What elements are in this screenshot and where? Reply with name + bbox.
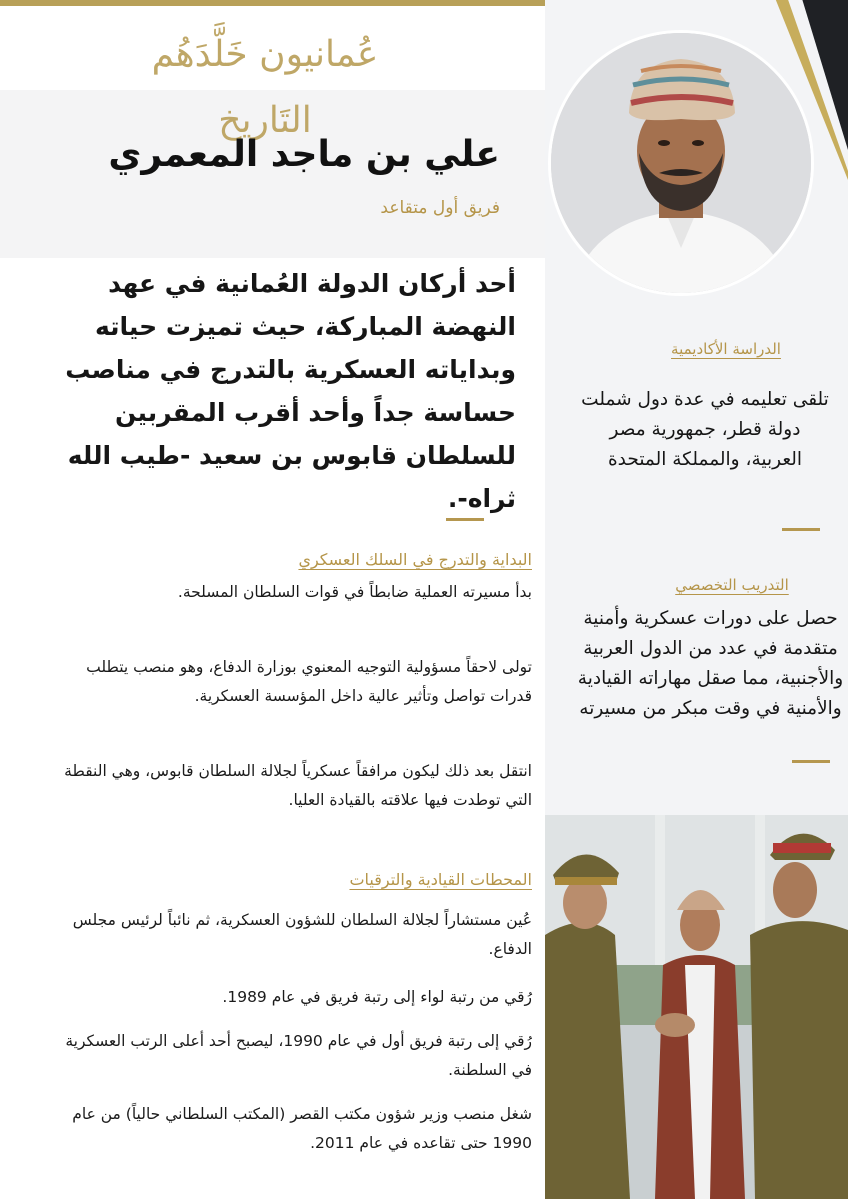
section-title-training: التدريب التخصصي [675, 576, 789, 594]
header-logo: عُمانيون خَلَّدَهُم التَاريخ [151, 34, 379, 141]
ceremony-photo [545, 815, 848, 1199]
early-paragraph-1: بدأ مسيرته العملية ضابطاً في قوات السلطان المسلحة. [177, 583, 532, 601]
person-name: علي بن ماجد المعمري [108, 134, 500, 175]
person-rank: فريق أول متقاعد [380, 198, 500, 218]
leadership-paragraph-4: شغل منصب وزير شؤون مكتب القصر (المكتب السلطاني حالياً) من عام 1990 حتى تقاعده في عام 2011. [72, 1105, 532, 1152]
section-title-academic: الدراسة الأكاديمية [671, 340, 781, 358]
section-divider [446, 518, 484, 521]
intro-paragraph: أحد أركان الدولة العُمانية في عهد النهضة المباركة، حيث تميزت حياته وبداياته العسكرية بالتدرج في مناصب حساسة جداً وأحد أقرب المقربين للسلطان قابوس بن سعيد -طيب الله ثراه-. [65, 269, 516, 513]
right-divider-2 [792, 760, 830, 763]
early-paragraph-3: انتقل بعد ذلك ليكون مرافقاً عسكرياً لجلالة السلطان قابوس، وهي النقطة التي توطدت فيها علاقته بالقيادة العليا. [64, 762, 532, 809]
academic-text: تلقى تعليمه في عدة دول شملت دولة قطر، جمهورية مصر العربية، والمملكة المتحدة [581, 389, 829, 470]
leadership-paragraph-2: رُقي من رتبة لواء إلى رتبة فريق في عام 1989. [222, 988, 532, 1006]
leadership-paragraph-3: رُقي إلى رتبة فريق أول في عام 1990، ليصبح أحد أعلى الرتب العسكرية في السلطنة. [65, 1032, 532, 1079]
early-paragraph-2: تولى لاحقاً مسؤولية التوجيه المعنوي بوزارة الدفاع، وهو منصب يتطلب قدرات تواصل وتأثير عالية داخل المؤسسة العسكرية. [86, 658, 532, 705]
section-title-leadership: المحطات القيادية والترقيات [349, 870, 532, 889]
right-divider-1 [782, 528, 820, 531]
section-title-early: البداية والتدرج في السلك العسكري [298, 550, 532, 569]
training-text: حصل على دورات عسكرية وأمنية متقدمة في عدد من الدول العربية والأجنبية، مما صقل مهاراته القيادية والأمنية في وقت مبكر من مسيرته [577, 608, 844, 719]
leadership-paragraph-1: عُين مستشاراً لجلالة السلطان للشؤون العسكرية، ثم نائباً لرئيس مجلس الدفاع. [72, 911, 532, 958]
portrait-photo [548, 30, 814, 296]
top-gold-bar [0, 0, 545, 6]
